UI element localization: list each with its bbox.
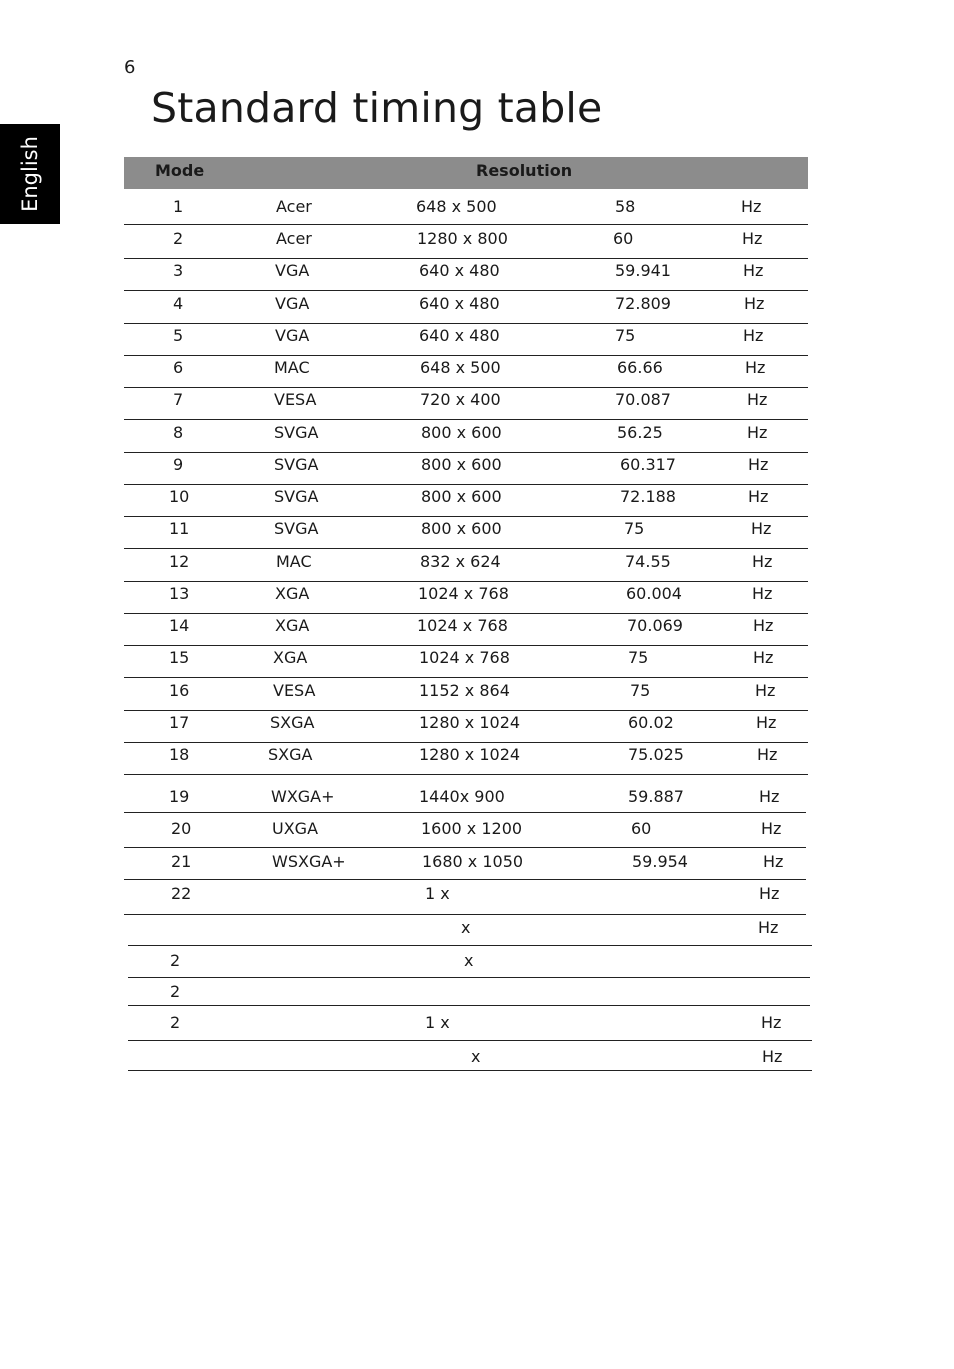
table-row <box>0 358 954 384</box>
cell-mode: 19 <box>169 787 190 806</box>
row-divider <box>124 355 808 356</box>
table-header <box>124 157 808 189</box>
cell-standard: Acer <box>276 197 312 216</box>
cell-unit: Hz <box>743 261 764 280</box>
cell-mode: 3 <box>173 261 184 280</box>
table-row <box>0 852 954 878</box>
cell-unit: Hz <box>748 487 769 506</box>
cell-standard: SXGA <box>270 713 315 732</box>
cell-unit: Hz <box>747 390 768 409</box>
cell-standard: XGA <box>275 584 310 603</box>
cell-unit: Hz <box>747 423 768 442</box>
table-row <box>0 648 954 674</box>
cell-resolution: 832 x 624 <box>420 552 501 571</box>
cell-standard: WSXGA+ <box>272 852 346 871</box>
row-divider <box>124 548 808 549</box>
cell-refresh: 75 <box>624 519 645 538</box>
cell-unit: Hz <box>744 294 765 313</box>
row-divider <box>124 484 808 485</box>
cell-unit: Hz <box>751 519 772 538</box>
table-row <box>0 1013 954 1039</box>
cell-unit: Hz <box>763 852 784 871</box>
cell-refresh: 60 <box>631 819 652 838</box>
cell-resolution: x <box>464 951 474 970</box>
cell-mode: 2 <box>170 982 181 1001</box>
row-divider <box>124 613 808 614</box>
cell-mode: 9 <box>173 455 184 474</box>
cell-mode: 16 <box>169 681 190 700</box>
cell-mode: 11 <box>169 519 190 538</box>
cell-refresh: 72.188 <box>620 487 676 506</box>
cell-mode: 8 <box>173 423 184 442</box>
cell-mode: 4 <box>173 294 184 313</box>
row-divider <box>124 742 808 743</box>
row-divider <box>124 710 808 711</box>
cell-standard: UXGA <box>272 819 319 838</box>
table-row <box>0 229 954 255</box>
row-divider <box>128 945 812 946</box>
table-row <box>0 951 954 977</box>
cell-refresh: 70.069 <box>627 616 683 635</box>
cell-resolution: 1152 x 864 <box>419 681 510 700</box>
cell-resolution: 1280 x 1024 <box>419 745 521 764</box>
cell-unit: Hz <box>755 681 776 700</box>
cell-standard: VESA <box>273 681 316 700</box>
cell-resolution: 1280 x 800 <box>417 229 508 248</box>
table-row <box>0 745 954 771</box>
row-divider <box>128 1005 810 1006</box>
cell-refresh: 75 <box>628 648 649 667</box>
row-divider <box>124 581 808 582</box>
header-mode: Mode <box>155 161 205 180</box>
cell-resolution: 648 x 500 <box>416 197 497 216</box>
row-divider <box>124 323 808 324</box>
cell-unit: Hz <box>757 745 778 764</box>
table-row <box>0 390 954 416</box>
cell-mode: 21 <box>171 852 192 871</box>
cell-unit: Hz <box>753 616 774 635</box>
header-resolution: Resolution <box>476 161 573 180</box>
cell-mode: 15 <box>169 648 190 667</box>
cell-unit: Hz <box>743 326 764 345</box>
cell-refresh: 75 <box>615 326 636 345</box>
row-divider <box>124 516 808 517</box>
cell-unit: Hz <box>762 1047 783 1066</box>
table-row <box>0 584 954 610</box>
cell-unit: Hz <box>758 918 779 937</box>
cell-mode: 20 <box>171 819 192 838</box>
cell-resolution: 1600 x 1200 <box>421 819 523 838</box>
cell-refresh: 58 <box>615 197 636 216</box>
table-row <box>0 455 954 481</box>
cell-refresh: 59.954 <box>632 852 688 871</box>
row-divider <box>128 977 810 978</box>
table-row <box>0 261 954 287</box>
cell-standard: VESA <box>274 390 317 409</box>
row-divider <box>124 258 808 259</box>
cell-standard: SXGA <box>268 745 313 764</box>
table-row <box>0 616 954 642</box>
cell-unit: Hz <box>756 713 777 732</box>
row-divider <box>124 645 808 646</box>
page-title: Standard timing table <box>151 84 603 132</box>
cell-unit: Hz <box>745 358 766 377</box>
cell-resolution: 1024 x 768 <box>419 648 510 667</box>
cell-standard: VGA <box>275 261 310 280</box>
row-divider <box>124 774 808 775</box>
row-divider <box>124 290 808 291</box>
cell-mode: 2 <box>173 229 184 248</box>
row-divider <box>124 812 806 813</box>
table-row <box>0 552 954 578</box>
cell-resolution: 1 x <box>425 884 450 903</box>
cell-resolution: x <box>461 918 471 937</box>
cell-standard: VGA <box>275 326 310 345</box>
cell-mode: 2 <box>170 951 181 970</box>
cell-refresh: 74.55 <box>625 552 671 571</box>
cell-refresh: 72.809 <box>615 294 671 313</box>
cell-mode: 10 <box>169 487 190 506</box>
cell-standard: WXGA+ <box>271 787 335 806</box>
cell-refresh: 59.887 <box>628 787 684 806</box>
table-row <box>0 519 954 545</box>
cell-mode: 18 <box>169 745 190 764</box>
cell-unit: Hz <box>752 584 773 603</box>
cell-resolution: 640 x 480 <box>419 326 500 345</box>
row-divider <box>124 879 806 880</box>
cell-mode: 13 <box>169 584 190 603</box>
cell-resolution: 640 x 480 <box>419 294 500 313</box>
cell-refresh: 56.25 <box>617 423 663 442</box>
cell-unit: Hz <box>752 552 773 571</box>
cell-refresh: 60 <box>613 229 634 248</box>
cell-resolution: 1280 x 1024 <box>419 713 521 732</box>
table-row <box>0 713 954 739</box>
row-divider <box>124 452 808 453</box>
row-divider <box>124 914 806 915</box>
table-row <box>0 326 954 352</box>
cell-standard: VGA <box>275 294 310 313</box>
table-row <box>0 819 954 845</box>
row-divider <box>124 224 808 225</box>
cell-mode: 2 <box>170 1013 181 1032</box>
cell-refresh: 60.004 <box>626 584 682 603</box>
cell-mode: 22 <box>171 884 192 903</box>
cell-resolution: 1024 x 768 <box>418 584 509 603</box>
table-row <box>0 197 954 223</box>
row-divider <box>128 1070 812 1071</box>
cell-refresh: 59.941 <box>615 261 671 280</box>
cell-resolution: 648 x 500 <box>420 358 501 377</box>
cell-unit: Hz <box>759 884 780 903</box>
cell-standard: MAC <box>276 552 312 571</box>
cell-refresh: 70.087 <box>615 390 671 409</box>
cell-resolution: 1024 x 768 <box>417 616 508 635</box>
cell-resolution: 1680 x 1050 <box>422 852 524 871</box>
cell-resolution: 1440x 900 <box>419 787 505 806</box>
table-row <box>0 918 954 944</box>
cell-resolution: 800 x 600 <box>421 487 502 506</box>
cell-resolution: 1 x <box>425 1013 450 1032</box>
cell-mode: 14 <box>169 616 190 635</box>
cell-standard: Acer <box>276 229 312 248</box>
cell-standard: SVGA <box>274 519 319 538</box>
cell-refresh: 60.02 <box>628 713 674 732</box>
cell-mode: 5 <box>173 326 184 345</box>
page-number: 6 <box>124 57 136 78</box>
cell-resolution: 640 x 480 <box>419 261 500 280</box>
cell-resolution: 800 x 600 <box>421 519 502 538</box>
table-row <box>0 487 954 513</box>
cell-refresh: 75.025 <box>628 745 684 764</box>
cell-unit: Hz <box>748 455 769 474</box>
cell-standard: SVGA <box>274 487 319 506</box>
cell-unit: Hz <box>742 229 763 248</box>
cell-mode: 7 <box>173 390 184 409</box>
cell-resolution: x <box>471 1047 481 1066</box>
cell-unit: Hz <box>753 648 774 667</box>
cell-refresh: 75 <box>630 681 651 700</box>
table-row <box>0 884 954 910</box>
table-row <box>0 681 954 707</box>
cell-refresh: 66.66 <box>617 358 663 377</box>
side-tab-label: English <box>18 136 42 212</box>
table-row <box>0 294 954 320</box>
cell-standard: XGA <box>275 616 310 635</box>
cell-unit: Hz <box>761 819 782 838</box>
cell-unit: Hz <box>741 197 762 216</box>
row-divider <box>128 1040 812 1041</box>
cell-standard: SVGA <box>274 455 319 474</box>
cell-standard: XGA <box>273 648 308 667</box>
cell-refresh: 60.317 <box>620 455 676 474</box>
cell-mode: 1 <box>173 197 184 216</box>
row-divider <box>124 387 808 388</box>
cell-standard: SVGA <box>274 423 319 442</box>
row-divider <box>124 419 808 420</box>
table-row <box>0 423 954 449</box>
cell-mode: 17 <box>169 713 190 732</box>
cell-mode: 12 <box>169 552 190 571</box>
cell-resolution: 800 x 600 <box>421 423 502 442</box>
cell-resolution: 720 x 400 <box>420 390 501 409</box>
cell-mode: 6 <box>173 358 184 377</box>
cell-resolution: 800 x 600 <box>421 455 502 474</box>
cell-standard: MAC <box>274 358 310 377</box>
cell-unit: Hz <box>759 787 780 806</box>
row-divider <box>124 677 808 678</box>
table-row <box>0 787 954 813</box>
cell-unit: Hz <box>761 1013 782 1032</box>
row-divider <box>124 847 806 848</box>
